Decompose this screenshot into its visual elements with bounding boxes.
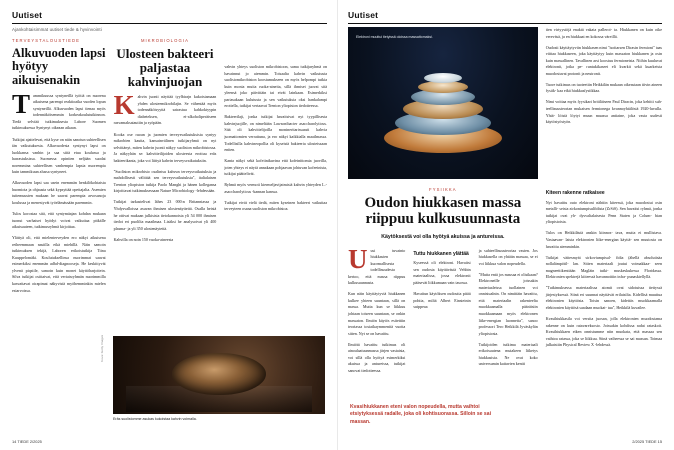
dropcap-physics: U <box>348 243 368 274</box>
right-top-area <box>348 27 662 179</box>
paragraph: Oudosti käyttäytyviin hiukkasen nimi "isoitarsen Dirasin fermioni" taas viittaa hiukkaseen, joka käyttäytyy kuin massaton hiukkanen ja osin kuin massallinen. Tavallinen arsi koostuu fermioneista. Niihin kuuluvat elektronit, jotka pe- runtukikaseet eli kvarkit sekä kuarkeista muodostuvat protonit ja neutronit. <box>545 44 662 76</box>
paragraph: Kahvilla on noin 150 vuoka-aineesta <box>113 236 174 242</box>
ring-shape <box>424 73 462 83</box>
paragraph: Bakteerilaji, jonka tutkijat havaitsivat nyt tyypillisesta kahvinjuojille, on nimeltään Lawsonibacter asaccharolyticus. Sitä oli kahvittelijoilla monineritarissaasti kahvia juomattomien verrattuna, ja ero näkyi kaikkialla maailmassa. Todellisilla kahvineopollia oli kyseistä bakteeria ulosteissaan eniten. <box>224 114 327 153</box>
headline-coffee: Ulosteen bakteeri paljastaa kahvinjuojan <box>116 46 214 89</box>
dropcap-health: T <box>12 88 31 119</box>
column-health-article <box>12 38 106 299</box>
right-page <box>337 0 674 450</box>
headline-health: Alkuvuoden lapsi hyötyy aikuisenakin <box>12 46 106 87</box>
running-head-left: Uutiset <box>12 10 327 24</box>
column-physics-3 <box>479 248 538 379</box>
body-physics-col1 <box>348 243 406 375</box>
body-physics-col5 <box>546 200 662 349</box>
body-health <box>12 88 106 294</box>
paragraph: Tulos korostaa sitä, että syntymäajan kohdan mukaan tuonut varhaiset hyödyt voivat vaikuttaa pitkälle aikuisuuteen, tutkimusryhmä kirjoittaa. <box>12 211 106 230</box>
paragraph: Kun näin käyttäytyviä hiukkanen kulkee yhteen suuntaan, sillä on massa. Mutta kun se liikkuu johtaan toiseen suuntaan, se onkin massaton. Ilmiön käytös esitettiin teoriassa tosiaikaymmenitä vuotta sitten. Nyt se on havaittu. <box>348 291 406 336</box>
column-physics-2 <box>413 248 470 379</box>
coffee-photo <box>100 334 325 414</box>
paragraph: Ryhmä myös vermoti kiermeljavijatmisiä kahvin yhteyden L.-asaccharolyticus -kannan kanssa. <box>224 182 327 194</box>
paragraph: Tutkijat tarkastelivat lähes 23 000:n Britanniassa ja Yhdysvalloissa asuvan ihmisen ulostenäytteitä. Osalla heistä he ottivat mukaan julkisista tietokannoista yli 54 000 ihmisen tiedot eri puolilta maailmaa. Lisäksi he analysoivat yli 400 plasma- ja yli 350 ulostenäytettä. <box>113 199 217 231</box>
paragraph: "Suoliston mikrobisto osalintsu kahvun terveysvaikutuksia ja mahdollisesti välittää sen terveysvaikutuksia", italialaisen Trenton yliopiston tutkija Paolo Manghi ja hänen kollegansa kirjoittavat tutkimuksessaan Nature Microbiology -lehdessään. <box>113 168 217 194</box>
body-coffee-col2 <box>224 64 327 213</box>
footer-right: 2/2025 TIEDE 15 <box>632 439 662 444</box>
paragraph: vahvin yhteys suoliston mikrobistoon, sama tutkijaryhmä on havainnut jo aiemmin. Toisaalta kahvin vaikutusta suolistomikrobiston koostumukseen on myös helpompi tutkia kuin monia muita ruoka-aineita, sillä ihmiset juovat sitä yleensä joko päivittäin tai eivät lainkaan. Esimerkiksi pariasakaan kulutusta ja sen vaikutuksia oksi hankalampi erottella, tutkijat vertaavat Trenton yliopiston tiedotteessa. <box>224 64 327 109</box>
running-head-right: Uutiset <box>348 10 662 24</box>
paragraph: "Mutta entä jos massaa ei olisikaan? Elektroneille joissakin materiaaleissa tuollainen voi onnistualnin. On nimittäin havaittu, että materiaalin rakenteelta muokkaamalla pääräisiin muokkaamaan myös elektronen liike-energian luonnetta", sanoo professori Tero Heikkilä Jyväskylän yliopistosta. <box>478 271 538 336</box>
kicker-health: TERVEYSTALOUSTIEDE <box>12 38 81 43</box>
running-head-sub: Ajankohtaisimmat uutiset tiede & hyvinvointi <box>12 27 102 32</box>
space-photo <box>348 27 538 179</box>
body-physics-col4 <box>546 27 662 126</box>
paragraph: Tuore tutkimus on tuoteetiin Heikkilän mukaan oikeastaan tiivin aineen fysiik- kaa eikä hiukkasfysiikkaa. <box>545 81 662 94</box>
paragraph: ammikuussa syntyneillä työtiä on nuorena aikuisena parempi reaktioaika vuoden lopun syntyneillä. Alkuvuoden lapsi tienaa myös todennäköisemmin korkeakoulututkinnon. Tiedä selviää tutkimuksesta Labore Suomen tutkimuksessa Syntynyt oikeaan aikaan. <box>12 92 106 131</box>
paragraph: ahvin juonti näyttää tyylbirajn kukoistamaan yhden ulosteemikrobilajin. Se vähentää myös todennäköisyyttä sairastua kahkoktyypin diabeteksen, ei-alkoholiperäiseen rasvamaksatautiin ja syöpään. <box>113 94 217 126</box>
paragraph: Ylättyä oli, että mielenterveyden ero näkyi aikuisena reiheemmaan nasiilla eikä miehillä. Näin samoin tutkimuksen tekijä, Laboren erikoistutkija Tiina Kuuppelomäki. Koulutuksellinsa nuorimmat saavat esimerkiksi enemmän adhd-diagnooseja. He keskittyvät ylvenä piqstile, samoin kuin monet käyttöharjoitein. Silva tutkijat osittaivat, että vertaisryhmän nuorimmilla kasvattavat oirapimat näkyvistä myöhemminkin mielen esiarvoissa. <box>12 235 106 293</box>
dropcap-coffee: K <box>113 90 135 121</box>
space-photo-block <box>348 27 538 179</box>
paragraph: Kyseessä oli elektroni. Havaitsi sen oudosta käyttävästä Vehbin materiaalissa, jossa elektronit pääsevät liikkumaan vain tasossa. <box>413 260 471 285</box>
body-physics-col2 <box>413 260 470 310</box>
paragraph: Tutkijat ajattelevat, että kyse on näin sanotun suhteellisen iän vaikutuksesta. Alkuvuodesta syntynyt lapsi on luokkansa vanhin ja saa siitä etua koulussa ja harrastuksissa. Suomessa opintien neljään suodat noremmina suhteellisen vanhempia lapsia nuorempia kuin tammikuun alussa syntyneet. <box>12 136 106 175</box>
lead-physics: Käytöksestä voi olla hyötyä akuissa ja antureissa. <box>381 233 505 240</box>
kicker-coffee: MIKROBIOLOGIA <box>140 38 189 43</box>
coffee-photo-caption: Eräs suolistomme asukas kukoistaa kahvin voimalla. <box>113 416 197 421</box>
paragraph: Tutkijat väitesmyät sirkoviumpisul- fidia (ähellä absolutisäa nollalämpötil- lan. Sitten materiaali joutui voimakkaa- seen magneettikenttään Magläin tutki- muskeskukessa Floridassa. Elektronien spektrejä kiiteessä havannoitiin infra- punaskiellyllä. <box>545 254 662 280</box>
paragraph: Alkuvuoden lapsi saa usein enemmän henkilökohtaista huomiota ja ohjausta sekä kypsyttää opettajalta. Asemien tuttemuusten mukaan he saavat parempia arvosanoja koulussa ja menestyvät työelämässään paremmin. <box>12 180 106 205</box>
paragraph: tien virtyystöjä enaktä vakata palleroi- ta. Hiukkanen on kuin oike vereväsä, ja en hiukkaat en kokossa väreillä. <box>545 27 662 39</box>
paragraph: ja suhteellisuusteoriaa vasten. Jos hiukkasella on yhtään massaa, se ei voi liikkua valon nopeudella. <box>478 247 538 266</box>
physics-headline-block <box>348 187 538 379</box>
body-coffee-col1 <box>113 90 217 243</box>
column-coffee-1 <box>114 38 217 299</box>
photo-credit: Kuva: Getty Images <box>100 334 104 362</box>
subhead-physics-2: Tuttu hiukkanen ylättää <box>413 250 469 257</box>
coffee-photo-block <box>100 334 325 422</box>
physics-article <box>348 187 662 379</box>
paragraph: Tutkijoiden tutkima materiaali erikoisuutena mutakeen liiketys hiukkasista. Ne ovat koko universumin kattavien kentti <box>478 341 538 367</box>
paragraph: Ilmiötä havaittu tutkimus oli ainoalaatuunmassa järjen vastaista, voi sillä olla hyötyä esimerkiksi akuissa ja antureissa, tutkijat sanovat tiedotteessa. <box>348 341 406 373</box>
body-physics-col3 <box>479 248 538 368</box>
pullquote-block <box>350 404 498 426</box>
paragraph: Kvasihiukkasila voi versita juosan, jolla elektronien muodostama rakenne on kuin ratavareksosto. Joissakin kohdissa radat rataskoit. Kvasihiukkaen eiken onnistumme niin muokata, että massaa sen vaihtoa ratassa, joka se liikkuu. Siinä vaiheessa se sai massan. Toimaa julkaistiin Physical Review X -lehdessä. <box>545 315 662 348</box>
paragraph: Tulos on Heikkilästä anskin kiinnos- tava, mutta ei mullistava. Vastaavan- laista elektronien liike-energian käyttä- sen muutosta on havaittu aiemminkin. <box>545 230 662 249</box>
physics-columns <box>348 243 538 379</box>
paragraph: Nimi voittaa myös fyysikari britiläiseen Paul Diracin, joka kehitti suh- teellisuusteorian mukaisen fermionega kvannoyhtälöstä 1920-luvulla. Yhtä- löistä löytyi muun muassa antiaine, joka vasta uudesti käytöstyöstyön. <box>545 99 662 125</box>
paragraph: Havaitun käytöksen oudoutta pitää pohtia, miltä Albert Einsteinin suippeaa <box>413 291 471 310</box>
paragraph: "Tutkimuksessa materiaalissa atomit ovat sidotuissa tiettyssä järjestyksessä. Siinä eri suunnat näyttävät erilaisilta. Kidellisä muuttua elektronien käyttösta. Toisin sanoen, kidettäs muokkaamalla elektronien käyttösä saadaan muokat- tua", Heikkilä kuvailee. <box>545 285 662 310</box>
column-physics-4 <box>546 27 662 179</box>
paragraph: Tutkijat eivät vielä tiedä, miten kyseinen bakteeri vaikuttaa terveyteen osana suoliston mikrobistoa. <box>224 199 327 212</box>
space-photo-label: Elektroni muuttui tietyissä oloissa massattomaksi. <box>356 35 433 39</box>
footer-left: 14 TIEDE 2/2025 <box>12 439 42 444</box>
subhead-physics-5: Kiteen rakenne ratkaisee <box>545 190 605 196</box>
column-physics-1 <box>348 243 406 379</box>
column-physics-5 <box>546 187 662 379</box>
left-page-columns <box>12 38 327 299</box>
paragraph: usi tuvainto hiukkasten kuormallisesta todellisuudesta kertoo, että massa riippuu kulkusuunnasta. <box>348 247 406 286</box>
pullquote-physics: Kvasihiukkanen eteni valon nopeudella, mutta vaihtoi etsiytyksessä radalle, joka oli kohtisuorassa. Silloin se sai massan. <box>350 403 491 425</box>
paragraph: Nyt havaittu outo elektroni nähtiin kiteessä, joka muodostui osin metalli- seista zirkoniumpisulfidista (ZrSiS). Sen havaitsi ryhmä, jonka tutkijat ovat yh- dysvaltalaisesta Penn Staten ja Colum- bian yliopistoista. <box>545 199 662 225</box>
headline-physics: Oudon hiukkasen massa riippuu kulkusuunnasta <box>364 195 522 227</box>
kicker-physics: FYSIIKKA <box>429 187 457 192</box>
paragraph: Kooka ose ruoan ja juomien terveysvaikutuksista syntyy mikrobien kautta, kansainvälinen tutkijaryhmä on nyt selvittänyt, miten kahvin juonti näkyy suoliston mikrobistossa. Ja näkyyhän se: kahvitteilijoiden ulosteesta erottuu erās bakteerikanta, joka voi liittyä kahvin terveysvaikutuksiin. <box>113 131 217 163</box>
column-coffee-2 <box>224 38 327 299</box>
paragraph: Kanta näkyi sekä kofeiinikuvina että kofeinittomia juovilla, joten yhteys ei näytä annakaan pohjaavan johtuvan kofeeinista, tutkijat päättelivät. <box>224 158 327 177</box>
